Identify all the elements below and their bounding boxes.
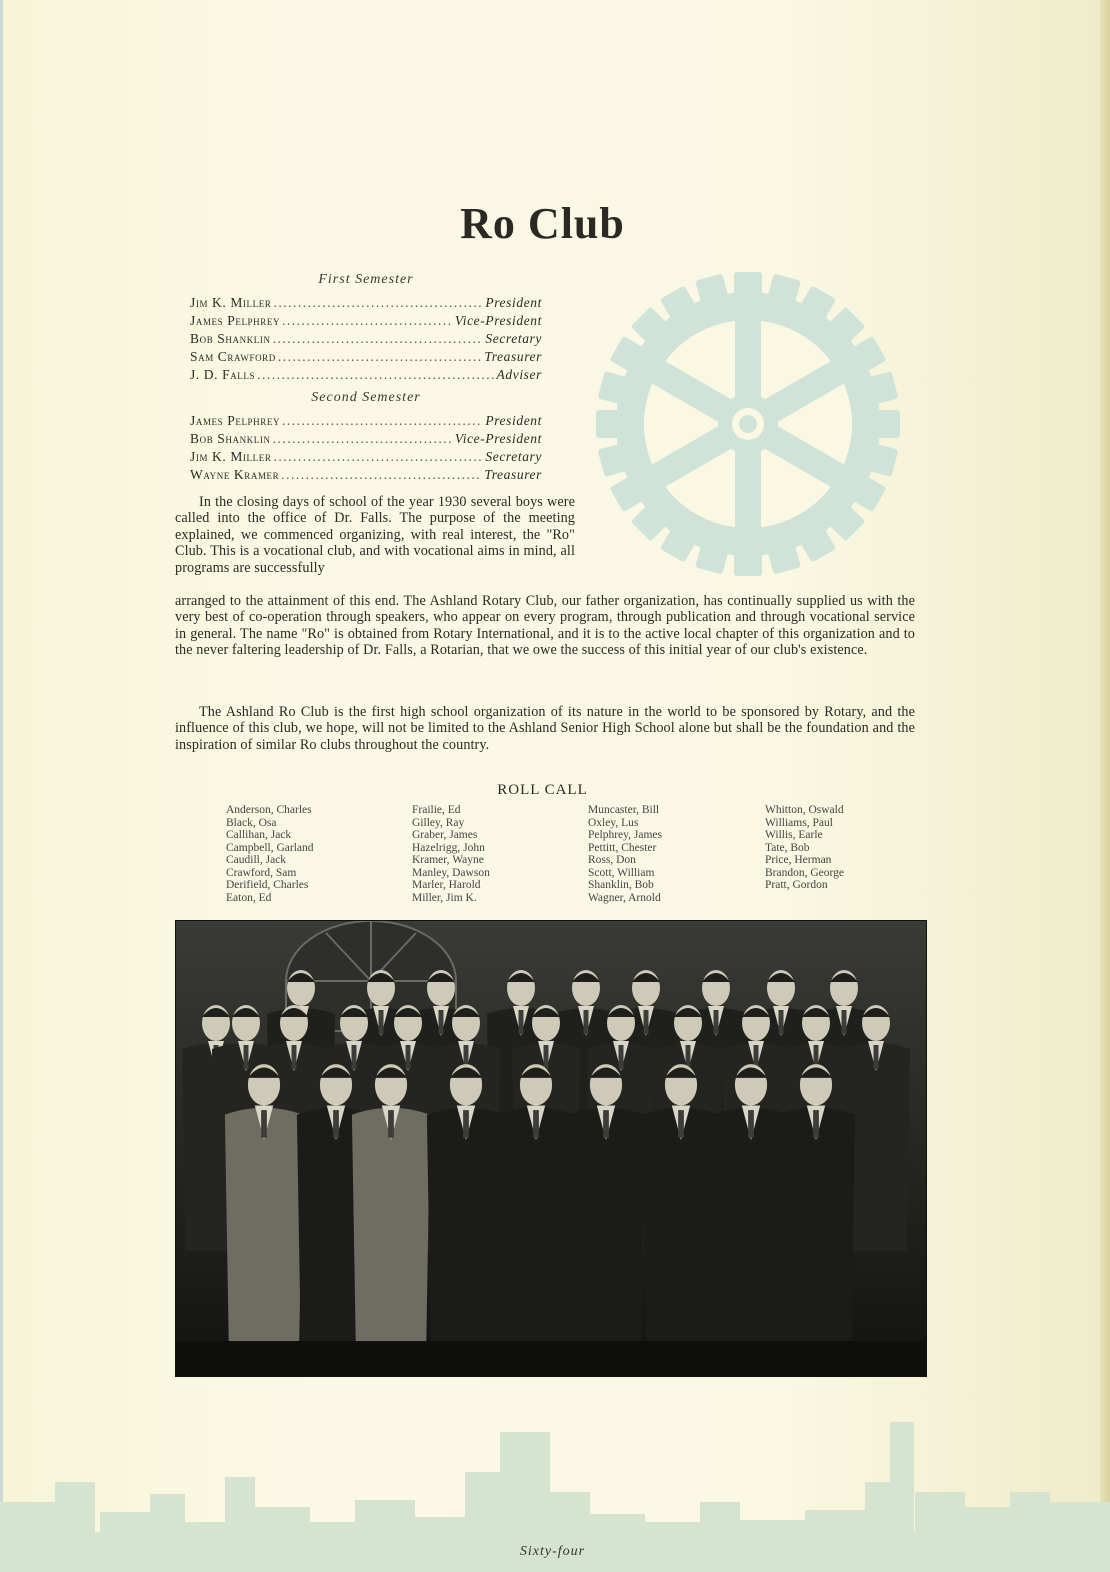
officer-title: Treasurer <box>484 467 542 482</box>
leader-dots <box>273 448 483 466</box>
club-group-photo <box>175 920 927 1377</box>
roll-call-name: Crawford, Sam <box>226 866 297 879</box>
roll-call-name: Caudill, Jack <box>226 854 287 866</box>
leader-dots <box>273 430 453 448</box>
roll-call-name: Kramer, Wayne <box>412 854 484 866</box>
roll-call-name: Muncaster, Bill <box>588 804 660 816</box>
roll-call-heading: ROLL CALL <box>497 782 588 798</box>
officer-name: James Pelphrey <box>190 413 281 428</box>
leader-dots <box>257 366 494 384</box>
leader-dots <box>282 412 483 430</box>
officer-title: President <box>485 413 542 428</box>
page-number: Sixty-four <box>519 1544 586 1559</box>
paragraph-text: The Ashland Ro Club is the first high school organization of its nature in the world to be sponsored by Rotary, and the influence of this club, we hope, will not be limited to the Ashland Senior High School alone but shall be the foundation and the inspiration of similar Ro clubs throughout the country. <box>175 704 915 753</box>
officer-title: Vice-President <box>454 313 542 328</box>
roll-call-name: Callihan, Jack <box>226 829 292 841</box>
first-semester-officers <box>190 272 542 384</box>
roll-call-name: Oxley, Lus <box>588 816 639 829</box>
roll-call-name: Miller, Jim K. <box>412 891 477 904</box>
rotary-gear-icon <box>592 268 904 580</box>
officer-row <box>190 430 542 448</box>
roll-call-name: Black, Osa <box>226 816 277 829</box>
roll-call-name: Shanklin, Bob <box>588 879 654 891</box>
officer-row <box>190 312 542 330</box>
officer-row <box>190 366 542 384</box>
roll-call-column-4 <box>765 804 844 892</box>
leader-dots <box>281 466 482 484</box>
leader-dots <box>273 294 483 312</box>
roll-call-name: Price, Herman <box>765 854 832 866</box>
roll-call-name: Tate, Bob <box>765 841 810 854</box>
roll-call-name: Willis, Earle <box>765 829 823 841</box>
officer-title: President <box>485 295 542 310</box>
roll-call-name: Gilley, Ray <box>412 816 465 829</box>
roll-call-name: Williams, Paul <box>765 816 833 829</box>
page-edge-right <box>1100 0 1110 1572</box>
officer-row <box>190 466 542 484</box>
officer-row <box>190 448 542 466</box>
paragraph-text: arranged to the attainment of this end. The Ashland Rotary Club, our father organization, has continually supplied us with the very best of co-operation through speakers, who appear on every program, through publication and through vocational service in general. The name "Ro" is obtained from Rotary International, and it is to the active local chapter of this organization and to the never faltering leadership of Dr. Falls, a Rotarian, that we owe the success of this initial year of our club's existence. <box>175 593 915 659</box>
leader-dots <box>273 330 484 348</box>
officer-row <box>190 294 542 312</box>
roll-call-name: Eaton, Ed <box>226 891 272 904</box>
officer-title: Vice-President <box>454 431 542 446</box>
roll-call-name: Derifield, Charles <box>226 879 309 891</box>
second-semester-officers <box>190 390 542 484</box>
roll-call-name: Marler, Harold <box>412 879 481 891</box>
officer-name: Sam Crawford <box>190 349 276 364</box>
officer-name: Jim K. Miller <box>190 295 272 310</box>
officer-row <box>190 348 542 366</box>
roll-call-name: Scott, William <box>588 866 655 879</box>
roll-call-column-2 <box>412 804 490 904</box>
officer-name: Bob Shanklin <box>190 331 271 346</box>
officer-title: Treasurer <box>484 349 542 364</box>
roll-call-name: Whitton, Oswald <box>765 804 844 816</box>
roll-call-name: Campbell, Garland <box>226 841 314 854</box>
officer-name: Bob Shanklin <box>190 431 271 446</box>
intro-paragraph-wide <box>175 593 915 659</box>
officer-name: James Pelphrey <box>190 313 281 328</box>
page-title: Ro Club <box>460 199 625 248</box>
first-semester-heading: First Semester <box>318 272 414 287</box>
officer-title: Secretary <box>485 331 542 346</box>
roll-call-name: Ross, Don <box>588 854 636 866</box>
leader-dots <box>282 312 453 330</box>
roll-call-column-1 <box>226 804 314 904</box>
intro-paragraph-narrow <box>175 494 575 576</box>
roll-call-name: Hazelrigg, John <box>412 841 485 854</box>
roll-call-name: Graber, James <box>412 829 478 841</box>
leader-dots <box>278 348 482 366</box>
roll-call-name: Pratt, Gordon <box>765 879 828 891</box>
roll-call-name: Pelphrey, James <box>588 829 662 841</box>
roll-call-name: Wagner, Arnold <box>588 891 661 904</box>
roll-call-name: Manley, Dawson <box>412 866 490 879</box>
roll-call-column-3 <box>588 804 662 904</box>
paragraph-text: In the closing days of school of the year 1930 several boys were called into the office of Dr. Falls. The purpose of the meeting explained, we commenced organizing, with real interest, the "Ro" Club. This is a vocational club, and with vocational aims in mind, all programs are successfully <box>175 494 575 576</box>
officer-row <box>190 412 542 430</box>
roll-call-name: Frailie, Ed <box>412 804 461 816</box>
second-paragraph <box>175 704 915 753</box>
roll-call-name: Pettitt, Chester <box>588 841 657 854</box>
officer-title: Adviser <box>496 367 542 382</box>
officer-name: J. D. Falls <box>190 367 256 382</box>
officer-name: Wayne Kramer <box>190 467 280 482</box>
second-semester-heading: Second Semester <box>311 390 421 405</box>
officer-row <box>190 330 542 348</box>
roll-call-name: Brandon, George <box>765 866 844 879</box>
officer-name: Jim K. Miller <box>190 449 272 464</box>
roll-call-name: Anderson, Charles <box>226 804 312 816</box>
officer-title: Secretary <box>485 449 542 464</box>
